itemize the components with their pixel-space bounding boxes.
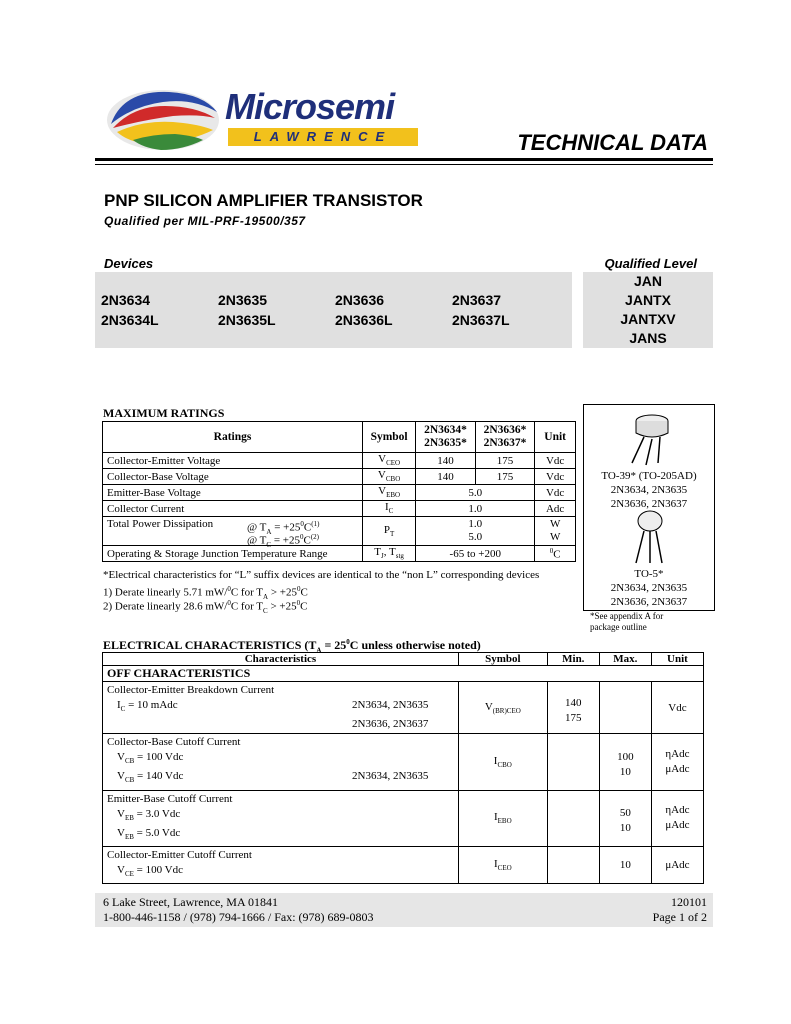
ratings-note: 2) Derate linearly 28.6 mW/$^0$C for $T_C > +25^0C$ xyxy=(103,599,308,615)
devices-panel xyxy=(95,272,572,348)
table-header-row: Characteristics Symbol Min. Max. Unit xyxy=(103,653,704,666)
qualified-level-label: Qualified Level xyxy=(604,256,697,271)
brand-name: Microsemi xyxy=(225,86,395,127)
footer xyxy=(95,893,713,927)
footer-code: 120101 xyxy=(671,895,707,909)
ratings-note: 1) Derate linearly 5.71 mW/$^0$C for $T_A > +25^0C$ xyxy=(103,585,308,601)
device-item: 2N3637 2N3637L xyxy=(452,292,510,328)
section-row: OFF CHARACTERISTICS xyxy=(103,666,704,682)
header-rule xyxy=(95,158,713,161)
level-item: JANTX xyxy=(625,292,671,308)
package-label: TO-5* xyxy=(634,568,664,580)
table-row: Total Power Dissipation @ $T_A = +25^0C^{(1)}$ @ $T_C = +25^0C^{(2)}$ $P_T$ 1.0 5.0 W W xyxy=(103,517,576,546)
package-devices: 2N3636, 2N3637 xyxy=(610,596,688,608)
package-devices: 2N3634, 2N3635 xyxy=(610,484,688,496)
max-ratings-title: MAXIMUM RATINGS xyxy=(103,406,225,420)
max-ratings-table xyxy=(102,421,576,562)
package-panel xyxy=(583,404,715,611)
device-item: 2N3634 2N3634L xyxy=(101,292,159,328)
to5-package-icon xyxy=(628,509,672,565)
table-row: Collector Current $I_C$ 1.0 Adc xyxy=(103,501,576,517)
device-item: 2N3635 2N3635L xyxy=(218,292,276,328)
package-note: *See appendix A for package outline xyxy=(590,611,664,632)
product-title: PNP SILICON AMPLIFIER TRANSISTOR xyxy=(104,191,423,210)
level-item: JAN xyxy=(633,273,662,289)
table-row: Collector-Emitter Cutoff Current $V_{CE} = 100$ Vdc $I_{CEO}$ 10 μAdc xyxy=(103,846,704,883)
table-row: Emitter-Base Voltage $V_{EBO}$ 5.0 Vdc xyxy=(103,485,576,501)
package-devices: 2N3636, 2N3637 xyxy=(610,498,688,510)
doc-type-title: TECHNICAL DATA xyxy=(517,130,708,155)
table-row: Collector-Base Cutoff Current $V_{CB} = 100$ Vdc $V_{CB} = 140$ Vdc 2N3634, 2N3635 $I_{CBO}$ 100 10 ηAdc μAdc xyxy=(103,734,704,790)
level-item: JANTXV xyxy=(620,311,676,327)
table-row: Collector-Emitter Voltage $V_{CEO}$ 140 175 Vdc xyxy=(103,453,576,469)
page-number: Page 1 of 2 xyxy=(652,910,707,924)
table-row: Emitter-Base Cutoff Current $V_{EB} = 3.0$ Vdc $V_{EB} = 5.0$ Vdc $I_{EBO}$ 50 10 ηAdc μAdc xyxy=(103,790,704,846)
footer-address: 6 Lake Street, Lawrence, MA 01841 xyxy=(103,895,278,909)
qualification: Qualified per MIL-PRF-19500/357 xyxy=(104,214,306,228)
to39-package-icon xyxy=(622,411,678,467)
electrical-title: ELECTRICAL CHARACTERISTICS ($T_A = 25^0C$ unless otherwise noted) xyxy=(103,638,481,655)
microsemi-logo-icon xyxy=(103,84,223,156)
header-rule-thin xyxy=(95,164,713,165)
qualified-levels-panel xyxy=(583,272,713,348)
table-row: Collector-Emitter Breakdown Current $I_C = 10$ mAdc 2N3634, 2N3635 2N3636, 2N3637 $V_{(BR)CEO}$ 140 175 Vdc xyxy=(103,682,704,734)
footer-phone: 1-800-446-1158 / (978) 794-1666 / Fax: (978) 689-0803 xyxy=(103,910,374,924)
devices-label: Devices xyxy=(104,256,154,271)
package-devices: 2N3634, 2N3635 xyxy=(610,582,688,594)
table-header-row: Ratings Symbol 2N3634* 2N3635* 2N3636* 2N3637* Unit xyxy=(103,422,576,453)
brand-subtitle: LAWRENCE xyxy=(228,128,418,146)
package-label: TO-39* (TO-205AD) xyxy=(601,470,697,482)
ratings-note: *Electrical characteristics for “L” suffix devices are identical to the “non L” corresponding devices xyxy=(103,569,540,581)
table-row: Collector-Base Voltage $V_{CBO}$ 140 175 Vdc xyxy=(103,469,576,485)
level-item: JANS xyxy=(629,330,667,346)
table-row: Operating & Storage Junction Temperature Range $T_J$, $T_{stg}$ -65 to +200 $^0$C xyxy=(103,546,576,562)
device-item: 2N3636 2N3636L xyxy=(335,292,393,328)
electrical-table xyxy=(102,652,704,884)
